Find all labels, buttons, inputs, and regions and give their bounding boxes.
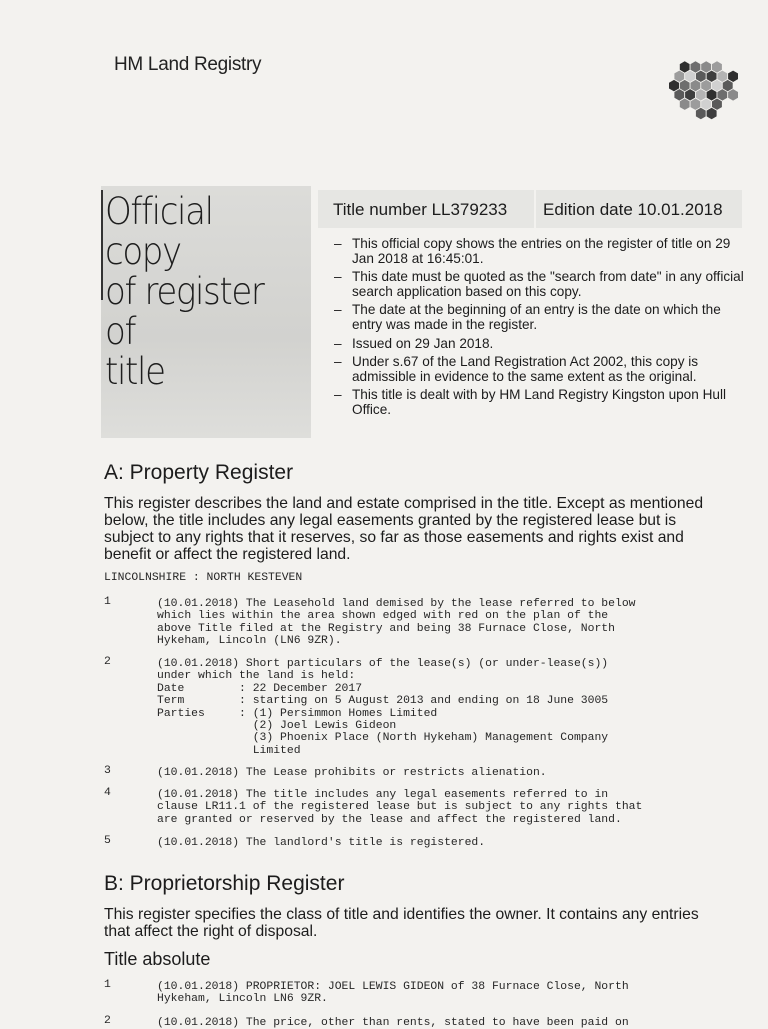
entry-number: 1 — [104, 596, 111, 608]
note-item: – The date at the beginning of an entry is the date on which the entry was made in the register. — [334, 302, 721, 332]
entry-number: 4 — [104, 787, 111, 799]
logo-hexagon — [696, 107, 707, 119]
edition-date: Edition date 10.01.2018 — [543, 200, 723, 219]
proprietorship-register-heading: B: Proprietorship Register — [104, 872, 345, 895]
title-line-2: of register of — [105, 270, 264, 353]
entry-text: (10.01.2018) PROPRIETOR: JOEL LEWIS GIDEON of 38 Furnace Close, North Hykeham, Lincoln LN6 9ZR. — [157, 981, 629, 1006]
note-item: – This date must be quoted as the "search from date" in any official search application based on this copy. — [334, 269, 744, 299]
document-title — [105, 192, 295, 392]
proprietorship-register-intro: This register specifies the class of title and identifies the owner. It contains any entries that affect the right of disposal. — [104, 906, 699, 940]
entry-number: 3 — [104, 765, 111, 777]
header-separator — [534, 190, 536, 228]
logo-hexagon — [679, 98, 690, 110]
title-class-heading: Title absolute — [104, 949, 211, 969]
entry-number: 2 — [104, 656, 111, 668]
title-line-3: title — [105, 350, 165, 393]
logo-hexagon — [706, 107, 717, 119]
entry-number: 5 — [104, 835, 111, 847]
entry-text: (10.01.2018) The Leasehold land demised by the lease referred to below which lies within the area shown edged with red on the plan of the above Title filed at the Registry and being 38 Furnace Close, North Hykeham, Lincoln (LN6 9ZR). — [157, 598, 636, 648]
location-line: LINCOLNSHIRE : NORTH KESTEVEN — [104, 572, 303, 584]
property-register-intro: This register describes the land and estate comprised in the title. Except as mentioned below, the title includes any legal easements granted by the registered lease but is subject to any rights that it reserves, so far as those easements and rights exist and benefit or affect the registered land. — [104, 495, 704, 563]
title-line-1: Official copy — [105, 190, 213, 273]
entry-text: (10.01.2018) Short particulars of the lease(s) (or under-lease(s)) under which the land is held: Date : 22 December 2017 Term : starting on 5 August 2013 and ending on 18 June 3005 Parties : (1) Persimmon Homes Limited (2) Joel Lewis Gideon (3) Phoenix Place (North Hykeham) Management Company Limited — [157, 658, 609, 757]
entry-text: (10.01.2018) The price, other than rents, stated to have been paid on — [157, 1017, 629, 1029]
entry-text: (10.01.2018) The title includes any legal easements referred to in clause LR11.1 of the registered lease but is subject to any rights that are granted or reserved by the lease and affect the registered land. — [157, 789, 643, 826]
title-number: Title number LL379233 — [333, 200, 508, 219]
title-rule — [101, 190, 103, 300]
note-item: – Under s.67 of the Land Registration Act 2002, this copy is admissible in evidence to the same extent as the original. — [334, 354, 699, 384]
hm-land-registry-logo — [666, 60, 746, 132]
document-title-panel — [101, 186, 311, 438]
entry-text: (10.01.2018) The landlord's title is registered. — [157, 837, 486, 849]
logo-hexagon — [728, 89, 739, 101]
entry-number: 1 — [104, 979, 111, 991]
official-copy-notes — [334, 237, 744, 422]
note-item: – This title is dealt with by HM Land Registry Kingston upon Hull Office. — [334, 387, 727, 417]
property-register-heading: A: Property Register — [104, 461, 294, 484]
entry-number: 2 — [104, 1015, 111, 1027]
note-item: – Issued on 29 Jan 2018. — [334, 335, 494, 351]
note-item: – This official copy shows the entries on the register of title on 29 Jan 2018 at 16:45:01. — [334, 236, 731, 266]
brand-name: HM Land Registry — [114, 54, 262, 75]
entry-text: (10.01.2018) The Lease prohibits or restricts alienation. — [157, 767, 547, 779]
